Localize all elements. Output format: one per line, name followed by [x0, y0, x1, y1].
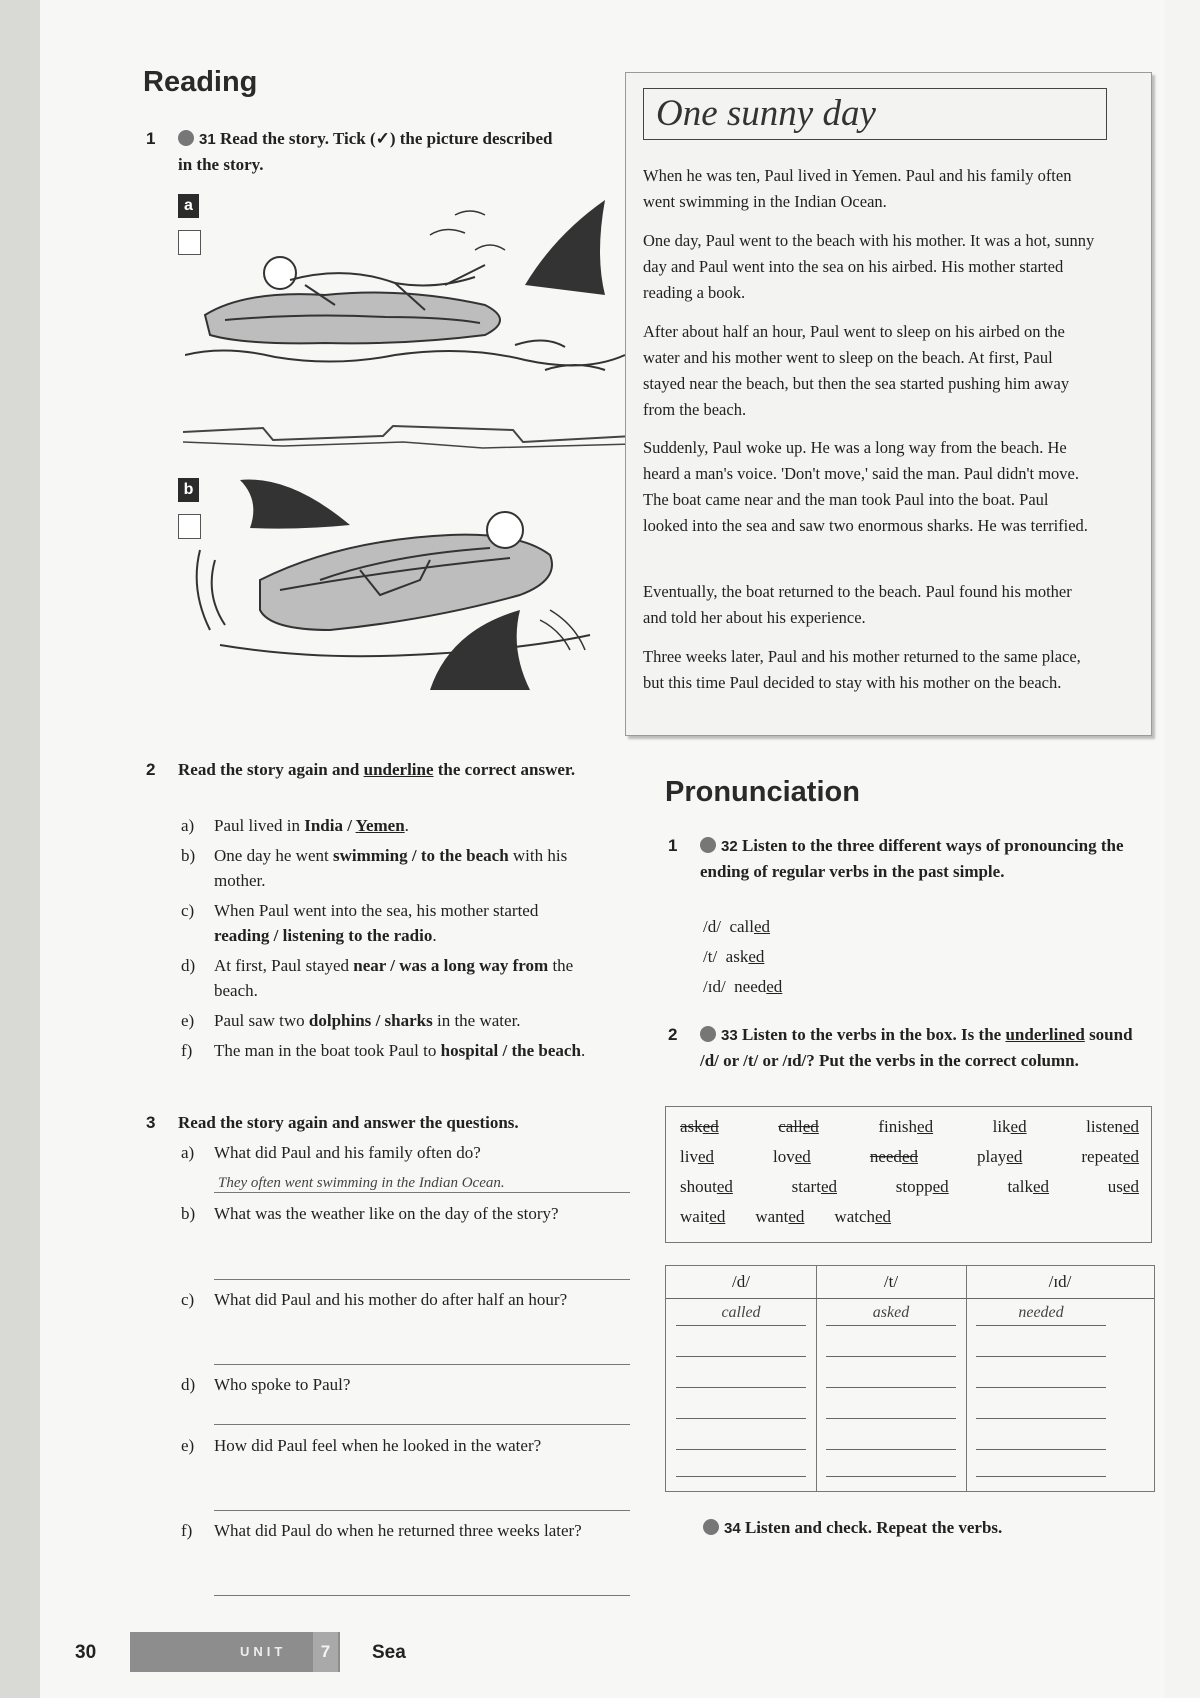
item-text: The man in the boat took Paul to — [214, 1041, 441, 1060]
ex3-question-a — [181, 1140, 594, 1165]
word-box-row-1 — [680, 1117, 1139, 1137]
verb-ending-underlined: ed — [748, 947, 765, 966]
page-number: 30 — [75, 1642, 97, 1663]
picture-b-boy-sleeping-between-two-sharks — [190, 460, 625, 695]
verb-ending: ed — [901, 1147, 918, 1166]
cd-audio-icon[interactable] — [703, 1519, 719, 1535]
verb-ending: ed — [932, 1177, 949, 1196]
verb-shouted[interactable] — [680, 1177, 733, 1197]
column-header-id: /ɪd/ — [1048, 1272, 1072, 1291]
option-1[interactable]: reading — [214, 926, 270, 945]
option-2[interactable]: listening to the radio — [282, 926, 433, 945]
picture-a-label: a — [178, 194, 199, 218]
item-letter: f) — [181, 1521, 193, 1540]
verb-ending: ed — [802, 1117, 819, 1136]
verb-ending: ed — [709, 1207, 726, 1226]
item-letter: f) — [181, 1041, 193, 1060]
ex3-question-c — [181, 1287, 614, 1312]
verb-stem: finish — [878, 1117, 918, 1136]
verb-needed[interactable] — [870, 1147, 918, 1167]
example-d-called — [703, 914, 770, 939]
item-letter: e) — [181, 1436, 195, 1455]
example-answer-asked: asked — [872, 1304, 910, 1321]
verb-ending: ed — [794, 1147, 811, 1166]
question-text: What did Paul and his family often do? — [214, 1143, 481, 1162]
exercise-number: 1 — [668, 836, 678, 855]
example-answer-needed: needed — [1018, 1304, 1064, 1321]
option-2-underlined[interactable]: Yemen — [355, 816, 405, 835]
verb-ending: ed — [1122, 1147, 1139, 1166]
option-separator: / — [407, 846, 421, 865]
verb-repeated[interactable] — [1081, 1147, 1139, 1167]
instruction-underlined-word: underlined — [1005, 1025, 1085, 1044]
pronunciation-exercise-1 — [668, 833, 1125, 884]
write-line[interactable] — [826, 1476, 956, 1477]
ex2-item-c — [181, 898, 594, 948]
item-letter: c) — [181, 901, 195, 920]
verb-finished[interactable] — [878, 1117, 933, 1137]
pronunciation-exercise-3 — [703, 1515, 1153, 1541]
story-paragraph-2: One day, Paul went to the beach with his mother. It was a hot, sunny day and Paul went into the sea on his airbed. His mother started reading a book. — [643, 231, 1095, 302]
ex2-item-d — [181, 953, 594, 1003]
question-text: What was the weather like on the day of the story? — [214, 1204, 559, 1223]
answer-line[interactable] — [214, 1192, 630, 1193]
cd-audio-icon[interactable] — [700, 837, 716, 853]
verb-talked[interactable] — [1007, 1177, 1049, 1197]
item-letter: d) — [181, 1375, 196, 1394]
verb-lived[interactable] — [680, 1147, 714, 1167]
example-answer-called: called — [721, 1304, 761, 1321]
exercise-instruction: Listen to the three different ways of pronouncing the ending of regular verbs in the past simple. — [700, 836, 1124, 881]
column-header-t: /t/ — [883, 1272, 899, 1291]
verb-asked[interactable] — [680, 1117, 719, 1137]
ex3-question-d — [181, 1372, 614, 1397]
option-1[interactable]: dolphins — [308, 1011, 372, 1030]
verb-played[interactable] — [977, 1147, 1022, 1167]
item-text: with his mother. — [214, 846, 568, 890]
column-divider — [966, 1266, 967, 1491]
verb-ending: ed — [875, 1207, 892, 1226]
verb-stem: play — [977, 1147, 1007, 1166]
verb-stem: us — [1107, 1177, 1123, 1196]
write-line[interactable] — [676, 1418, 806, 1419]
item-text: Paul saw two — [214, 1011, 309, 1030]
story-title: One sunny day — [643, 88, 1107, 140]
instruction-part: sound /d/ or /t/ or /ɪd/? Put the verbs in the correct column. — [700, 1025, 1133, 1070]
question-text: What did Paul and his mother do after half an hour? — [214, 1290, 568, 1309]
header-divider — [666, 1298, 1154, 1299]
question-text: What did Paul do when he returned three weeks later? — [214, 1521, 582, 1540]
exercise-number: 2 — [146, 760, 156, 779]
story-paragraph-4: Suddenly, Paul woke up. He was a long way from the beach. He heard a man's voice. 'Don't move,' said the man. Paul didn't move. The boat came near and the man took Paul into the boat. Paul looked into the sea and saw two enormous sharks. He was terrified. — [643, 438, 1088, 535]
pronunciation-exercise-2 — [668, 1022, 1140, 1073]
track-number: 33 — [721, 1027, 738, 1044]
write-line[interactable] — [976, 1476, 1106, 1477]
phonetic-symbol: /ɪd/ — [703, 977, 726, 996]
story-paragraph-3: After about half an hour, Paul went to sleep on his airbed on the water and his mother went to sleep on the beach. At first, Paul stayed near the beach, but then the sea started pushing him away from the beach. — [643, 322, 1070, 419]
story-paragraph-1: When he was ten, Paul lived in Yemen. Paul and his family often went swimming in the Indian Ocean. — [643, 166, 1072, 211]
verb-loved[interactable] — [773, 1147, 811, 1167]
verb-stem: ask — [725, 947, 749, 966]
instruction-part: Read the story again and — [178, 760, 364, 779]
word-box-row-3 — [680, 1177, 1139, 1197]
unit-number: 7 — [313, 1632, 338, 1672]
instruction-part: the correct answer. — [433, 760, 576, 779]
verb-stem: stopp — [895, 1177, 933, 1196]
verb-stem: call — [729, 917, 754, 936]
verb-stem: talk — [1007, 1177, 1033, 1196]
ex3-question-e — [181, 1433, 594, 1458]
write-line[interactable] — [826, 1325, 956, 1326]
story-paragraph-6: Three weeks later, Paul and his mother returned to the same place, but this time Paul decided to stay with his mother on the beach. — [643, 647, 1081, 692]
verb-stem: start — [791, 1177, 821, 1196]
verb-called[interactable] — [778, 1117, 819, 1137]
exercise-number: 2 — [668, 1025, 678, 1044]
option-separator: / — [386, 956, 400, 975]
verb-stem: wait — [680, 1207, 710, 1226]
verb-ending: ed — [702, 1117, 719, 1136]
answer-line[interactable] — [214, 1424, 630, 1425]
ex3-question-f — [181, 1518, 614, 1543]
item-letter: c) — [181, 1290, 195, 1309]
ex2-item-e — [181, 1008, 594, 1033]
exercise-instruction: Read the story again and answer the questions. — [178, 1113, 519, 1132]
answer-line[interactable] — [214, 1279, 630, 1280]
verb-watched[interactable] — [834, 1207, 891, 1227]
word-box-row-4 — [680, 1207, 1139, 1227]
option-2[interactable]: to the beach — [420, 846, 509, 865]
answer-line[interactable] — [214, 1595, 630, 1596]
pronunciation-heading: Pronunciation — [665, 776, 860, 808]
verb-stem: liv — [680, 1147, 698, 1166]
item-text: the beach. — [214, 956, 574, 1000]
write-line[interactable] — [676, 1325, 806, 1326]
ex3-question-b — [181, 1201, 614, 1226]
verb-ending: ed — [697, 1147, 714, 1166]
phonetic-symbol: /d/ — [703, 917, 721, 936]
verb-stopped[interactable] — [896, 1177, 949, 1197]
option-separator: / — [342, 816, 356, 835]
verb-waited[interactable] — [680, 1207, 725, 1227]
picture-b-label: b — [178, 478, 199, 502]
item-letter: b) — [181, 846, 196, 865]
track-number: 31 — [199, 131, 216, 148]
instruction-part: Listen to the verbs in the box. Is the — [741, 1025, 1006, 1044]
option-separator: / — [371, 1011, 385, 1030]
verb-stem: listen — [1086, 1117, 1123, 1136]
item-text: Paul lived in — [214, 816, 305, 835]
pronunciation-table — [665, 1265, 1155, 1492]
verb-stem: call — [778, 1117, 803, 1136]
option-1[interactable]: near — [353, 956, 387, 975]
write-line[interactable] — [976, 1449, 1106, 1450]
write-line[interactable] — [976, 1325, 1106, 1326]
write-line[interactable] — [976, 1387, 1106, 1388]
write-line[interactable] — [976, 1418, 1106, 1419]
item-text: When Paul went into the sea, his mother started — [214, 901, 539, 920]
verb-ending-underlined: ed — [754, 917, 771, 936]
exercise-number: 3 — [146, 1113, 156, 1132]
scan-edge — [0, 0, 40, 1698]
story-paragraph-5: Eventually, the boat returned to the beach. Paul found his mother and told her about his experience. — [643, 582, 1072, 627]
picture-a-boy-on-airbed-with-shark-fin — [185, 195, 630, 380]
option-1[interactable]: hospital — [440, 1041, 499, 1060]
verb-stem: lik — [992, 1117, 1011, 1136]
write-line[interactable] — [826, 1356, 956, 1357]
option-2[interactable]: the beach — [511, 1041, 581, 1060]
verb-ending: ed — [1032, 1177, 1049, 1196]
track-number: 34 — [724, 1520, 741, 1537]
story-box — [625, 72, 1152, 736]
option-1[interactable]: swimming — [332, 846, 408, 865]
verb-stem: watch — [834, 1207, 876, 1226]
example-t-asked — [703, 944, 764, 969]
verb-stem: ask — [680, 1117, 703, 1136]
phonetic-symbol: /t/ — [703, 947, 718, 966]
option-2[interactable]: was a long way from — [399, 956, 549, 975]
option-separator: / — [269, 926, 283, 945]
write-line[interactable] — [826, 1387, 956, 1388]
write-line[interactable] — [676, 1476, 806, 1477]
write-line[interactable] — [676, 1387, 806, 1388]
write-line[interactable] — [826, 1449, 956, 1450]
write-line[interactable] — [976, 1356, 1106, 1357]
verb-ending: ed — [788, 1207, 805, 1226]
write-line[interactable] — [676, 1356, 806, 1357]
verb-ending: ed — [917, 1117, 934, 1136]
exercise-number: 1 — [146, 129, 156, 148]
verb-ending: ed — [820, 1177, 837, 1196]
option-separator: / — [498, 1041, 512, 1060]
option-2[interactable]: sharks — [384, 1011, 433, 1030]
reading-exercise-2 — [146, 757, 588, 782]
track-number: 32 — [721, 838, 738, 855]
verb-ending: ed — [1122, 1177, 1139, 1196]
unit-label: UNIT — [240, 1644, 287, 1659]
verb-started[interactable] — [792, 1177, 837, 1197]
verb-used[interactable] — [1108, 1177, 1139, 1197]
reading-exercise-3 — [146, 1110, 598, 1135]
reading-heading: Reading — [143, 66, 258, 98]
verb-listened[interactable] — [1086, 1117, 1139, 1137]
item-letter: a) — [181, 816, 195, 835]
verb-ending-underlined: ed — [766, 977, 783, 996]
column-header-d: /d/ — [732, 1272, 750, 1291]
item-letter: d) — [181, 956, 196, 975]
verb-liked[interactable] — [993, 1117, 1027, 1137]
word-box-row-2 — [680, 1147, 1139, 1167]
picture-divider-wave — [183, 420, 633, 452]
question-text: Who spoke to Paul? — [214, 1375, 351, 1394]
verb-stem: need — [734, 977, 767, 996]
ex2-item-f — [181, 1038, 594, 1063]
verb-ending: ed — [1122, 1117, 1139, 1136]
unit-title: Sea — [372, 1642, 406, 1663]
verb-ending: ed — [1006, 1147, 1023, 1166]
verb-word-box — [665, 1106, 1152, 1243]
item-text: in the water. — [432, 1011, 521, 1030]
instruction-underlined-word: underline — [363, 760, 434, 779]
item-text: . — [404, 816, 409, 835]
verb-stem: lov — [773, 1147, 795, 1166]
write-line[interactable] — [676, 1449, 806, 1450]
example-id-needed — [703, 974, 782, 999]
cd-audio-icon[interactable] — [178, 130, 194, 146]
ex2-item-b — [181, 843, 594, 893]
item-text: . — [580, 1041, 586, 1060]
exercise-instruction: Read the story. Tick (✓) the picture described in the story. — [178, 129, 553, 174]
verb-ending: ed — [1010, 1117, 1027, 1136]
question-text: How did Paul feel when he looked in the water? — [214, 1436, 542, 1455]
item-text: One day he went — [214, 846, 333, 865]
item-letter: e) — [181, 1011, 195, 1030]
item-text: . — [432, 926, 437, 945]
item-text: At first, Paul stayed — [214, 956, 354, 975]
option-1[interactable]: India — [304, 816, 343, 835]
verb-ending: ed — [716, 1177, 733, 1196]
write-line[interactable] — [826, 1418, 956, 1419]
unit-banner — [130, 1632, 340, 1672]
verb-stem: need — [869, 1147, 902, 1166]
answer-line[interactable] — [214, 1510, 630, 1511]
column-divider — [816, 1266, 817, 1491]
verb-stem: shout — [680, 1177, 717, 1196]
cd-audio-icon[interactable] — [700, 1026, 716, 1042]
item-letter: a) — [181, 1143, 195, 1162]
verb-stem: repeat — [1081, 1147, 1123, 1166]
item-letter: b) — [181, 1204, 196, 1223]
verb-wanted[interactable] — [755, 1207, 804, 1227]
answer-line[interactable] — [214, 1364, 630, 1365]
verb-stem: want — [755, 1207, 789, 1226]
ex3-answer-a[interactable]: They often went swimming in the Indian Ocean. — [218, 1175, 505, 1191]
exercise-instruction: Listen and check. Repeat the verbs. — [744, 1518, 1003, 1537]
ex2-item-a — [181, 813, 594, 838]
reading-exercise-1 — [146, 126, 568, 177]
